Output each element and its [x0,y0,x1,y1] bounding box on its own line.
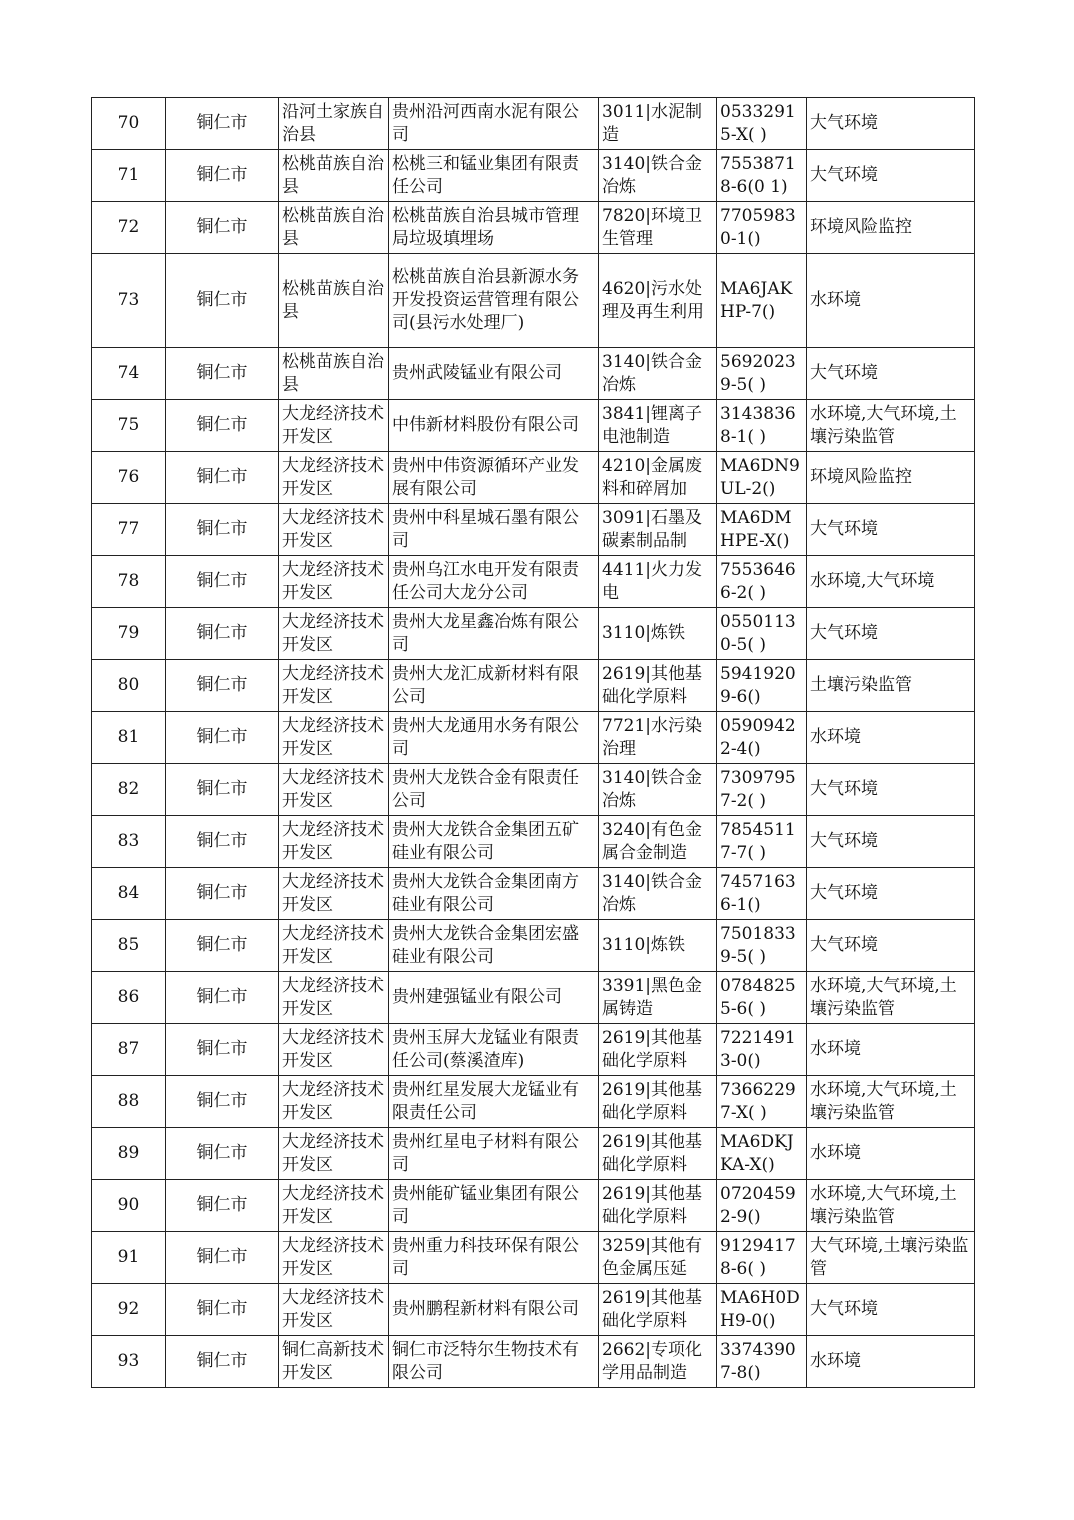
company-name-cell: 贵州鹏程新材料有限公司 [389,1284,599,1336]
monitoring-type-cell: 大气环境,土壤污染监管 [807,1232,975,1284]
monitoring-type-cell: 环境风险监控 [807,202,975,254]
industry-code-cell: 3091|石墨及碳素制品制 [599,504,717,556]
city-cell: 铜仁市 [166,972,279,1024]
city-cell: 铜仁市 [166,764,279,816]
org-code-cell: MA6DMHPE-X() [717,504,807,556]
row-number-cell: 74 [92,348,166,400]
city-cell: 铜仁市 [166,150,279,202]
city-cell: 铜仁市 [166,202,279,254]
county-cell: 大龙经济技术开发区 [279,972,389,1024]
table-row [92,1336,975,1388]
company-name-cell: 贵州大龙汇成新材料有限公司 [389,660,599,712]
company-name-cell: 贵州建强锰业有限公司 [389,972,599,1024]
row-number-cell: 83 [92,816,166,868]
enterprise-table [91,97,975,1388]
city-cell: 铜仁市 [166,254,279,348]
monitoring-type-cell: 水环境 [807,254,975,348]
industry-code-cell: 7820|环境卫生管理 [599,202,717,254]
city-cell: 铜仁市 [166,608,279,660]
org-code-cell: 91294178-6( ) [717,1232,807,1284]
industry-code-cell: 3140|铁合金冶炼 [599,868,717,920]
monitoring-type-cell: 大气环境 [807,150,975,202]
table-row [92,348,975,400]
monitoring-type-cell: 大气环境 [807,348,975,400]
org-code-cell: 05501130-5( ) [717,608,807,660]
county-cell: 松桃苗族自治县 [279,254,389,348]
industry-code-cell: 3140|铁合金冶炼 [599,150,717,202]
company-name-cell: 铜仁市泛特尔生物技术有限公司 [389,1336,599,1388]
row-number-cell: 78 [92,556,166,608]
industry-code-cell: 4620|污水处理及再生利用 [599,254,717,348]
org-code-cell: 72214913-0() [717,1024,807,1076]
org-code-cell: 07848255-6( ) [717,972,807,1024]
city-cell: 铜仁市 [166,1128,279,1180]
table-row [92,556,975,608]
table-row [92,920,975,972]
monitoring-type-cell: 水环境 [807,712,975,764]
row-number-cell: 77 [92,504,166,556]
industry-code-cell: 2619|其他基础化学原料 [599,660,717,712]
table-row [92,764,975,816]
industry-code-cell: 2619|其他基础化学原料 [599,1076,717,1128]
table-row [92,1232,975,1284]
org-code-cell: 77059830-1() [717,202,807,254]
company-name-cell: 贵州能矿锰业集团有限公司 [389,1180,599,1232]
company-name-cell: 贵州重力科技环保有限公司 [389,1232,599,1284]
industry-code-cell: 3841|锂离子电池制造 [599,400,717,452]
city-cell: 铜仁市 [166,452,279,504]
org-code-cell: 74571636-1() [717,868,807,920]
org-code-cell: 59419209-6() [717,660,807,712]
city-cell: 铜仁市 [166,400,279,452]
company-name-cell: 贵州中科星城石墨有限公司 [389,504,599,556]
table-row [92,660,975,712]
table-row [92,608,975,660]
company-name-cell: 贵州大龙铁合金集团宏盛硅业有限公司 [389,920,599,972]
city-cell: 铜仁市 [166,920,279,972]
row-number-cell: 79 [92,608,166,660]
org-code-cell: 05332915-X( ) [717,98,807,150]
org-code-cell: 07204592-9() [717,1180,807,1232]
county-cell: 铜仁高新技术开发区 [279,1336,389,1388]
county-cell: 大龙经济技术开发区 [279,764,389,816]
company-name-cell: 贵州大龙铁合金集团五矿硅业有限公司 [389,816,599,868]
city-cell: 铜仁市 [166,712,279,764]
table-row [92,712,975,764]
county-cell: 大龙经济技术开发区 [279,1180,389,1232]
row-number-cell: 92 [92,1284,166,1336]
company-name-cell: 松桃三和锰业集团有限责任公司 [389,150,599,202]
industry-code-cell: 3011|水泥制造 [599,98,717,150]
monitoring-type-cell: 水环境 [807,1024,975,1076]
company-name-cell: 贵州大龙通用水务有限公司 [389,712,599,764]
org-code-cell: 75018339-5( ) [717,920,807,972]
table-row [92,98,975,150]
monitoring-type-cell: 大气环境 [807,868,975,920]
table-row [92,452,975,504]
table-row [92,1128,975,1180]
row-number-cell: 93 [92,1336,166,1388]
monitoring-type-cell: 大气环境 [807,1284,975,1336]
county-cell: 大龙经济技术开发区 [279,1232,389,1284]
org-code-cell: MA6H0DH9-0() [717,1284,807,1336]
org-code-cell: 56920239-5( ) [717,348,807,400]
monitoring-type-cell: 大气环境 [807,98,975,150]
row-number-cell: 75 [92,400,166,452]
city-cell: 铜仁市 [166,1336,279,1388]
city-cell: 铜仁市 [166,868,279,920]
org-code-cell: MA6JAKHP-7() [717,254,807,348]
city-cell: 铜仁市 [166,1076,279,1128]
city-cell: 铜仁市 [166,816,279,868]
table-row [92,400,975,452]
org-code-cell: 75538718-6(0 1) [717,150,807,202]
row-number-cell: 85 [92,920,166,972]
industry-code-cell: 2619|其他基础化学原料 [599,1284,717,1336]
company-name-cell: 松桃苗族自治县新源水务开发投资运营管理有限公司(县污水处理厂) [389,254,599,348]
row-number-cell: 88 [92,1076,166,1128]
city-cell: 铜仁市 [166,1232,279,1284]
industry-code-cell: 3110|炼铁 [599,608,717,660]
county-cell: 大龙经济技术开发区 [279,1128,389,1180]
city-cell: 铜仁市 [166,1024,279,1076]
row-number-cell: 90 [92,1180,166,1232]
table-row [92,1284,975,1336]
company-name-cell: 贵州武陵锰业有限公司 [389,348,599,400]
row-number-cell: 73 [92,254,166,348]
monitoring-type-cell: 水环境,大气环境 [807,556,975,608]
industry-code-cell: 2619|其他基础化学原料 [599,1180,717,1232]
row-number-cell: 89 [92,1128,166,1180]
county-cell: 大龙经济技术开发区 [279,868,389,920]
city-cell: 铜仁市 [166,98,279,150]
org-code-cell: 33743907-8() [717,1336,807,1388]
county-cell: 大龙经济技术开发区 [279,660,389,712]
industry-code-cell: 3391|黑色金属铸造 [599,972,717,1024]
county-cell: 大龙经济技术开发区 [279,712,389,764]
industry-code-cell: 7721|水污染治理 [599,712,717,764]
industry-code-cell: 4411|火力发电 [599,556,717,608]
city-cell: 铜仁市 [166,556,279,608]
org-code-cell: MA6DN9UL-2() [717,452,807,504]
table-row [92,1024,975,1076]
city-cell: 铜仁市 [166,660,279,712]
monitoring-type-cell: 土壤污染监管 [807,660,975,712]
monitoring-type-cell: 大气环境 [807,816,975,868]
county-cell: 大龙经济技术开发区 [279,1284,389,1336]
monitoring-type-cell: 大气环境 [807,764,975,816]
company-name-cell: 贵州大龙铁合金集团南方硅业有限公司 [389,868,599,920]
company-name-cell: 贵州大龙星鑫冶炼有限公司 [389,608,599,660]
company-name-cell: 贵州玉屏大龙锰业有限责任公司(蔡溪渣库) [389,1024,599,1076]
row-number-cell: 82 [92,764,166,816]
row-number-cell: 71 [92,150,166,202]
industry-code-cell: 2662|专项化学用品制造 [599,1336,717,1388]
city-cell: 铜仁市 [166,1284,279,1336]
row-number-cell: 70 [92,98,166,150]
org-code-cell: 73097957-2( ) [717,764,807,816]
org-code-cell: 75536466-2( ) [717,556,807,608]
county-cell: 大龙经济技术开发区 [279,504,389,556]
industry-code-cell: 2619|其他基础化学原料 [599,1024,717,1076]
county-cell: 松桃苗族自治县 [279,202,389,254]
county-cell: 大龙经济技术开发区 [279,556,389,608]
company-name-cell: 中伟新材料股份有限公司 [389,400,599,452]
city-cell: 铜仁市 [166,1180,279,1232]
industry-code-cell: 3259|其他有色金属压延 [599,1232,717,1284]
table-row [92,150,975,202]
org-code-cell: 31438368-1( ) [717,400,807,452]
city-cell: 铜仁市 [166,348,279,400]
county-cell: 大龙经济技术开发区 [279,608,389,660]
table-row [92,972,975,1024]
county-cell: 大龙经济技术开发区 [279,400,389,452]
org-code-cell: 05909422-4() [717,712,807,764]
county-cell: 大龙经济技术开发区 [279,1076,389,1128]
company-name-cell: 松桃苗族自治县城市管理局垃圾填埋场 [389,202,599,254]
county-cell: 大龙经济技术开发区 [279,452,389,504]
industry-code-cell: 3140|铁合金冶炼 [599,764,717,816]
org-code-cell: 78545117-7( ) [717,816,807,868]
monitoring-type-cell: 环境风险监控 [807,452,975,504]
org-code-cell: 73662297-X( ) [717,1076,807,1128]
industry-code-cell: 3240|有色金属合金制造 [599,816,717,868]
industry-code-cell: 3110|炼铁 [599,920,717,972]
monitoring-type-cell: 大气环境 [807,920,975,972]
row-number-cell: 86 [92,972,166,1024]
monitoring-type-cell: 大气环境 [807,608,975,660]
row-number-cell: 72 [92,202,166,254]
company-name-cell: 贵州红星电子材料有限公司 [389,1128,599,1180]
industry-code-cell: 4210|金属废料和碎屑加 [599,452,717,504]
monitoring-type-cell: 水环境 [807,1128,975,1180]
row-number-cell: 91 [92,1232,166,1284]
company-name-cell: 贵州乌江水电开发有限责任公司大龙分公司 [389,556,599,608]
monitoring-type-cell: 水环境,大气环境,土壤污染监管 [807,1076,975,1128]
company-name-cell: 贵州红星发展大龙锰业有限责任公司 [389,1076,599,1128]
company-name-cell: 贵州沿河西南水泥有限公司 [389,98,599,150]
monitoring-type-cell: 水环境 [807,1336,975,1388]
table-row [92,254,975,348]
industry-code-cell: 2619|其他基础化学原料 [599,1128,717,1180]
row-number-cell: 81 [92,712,166,764]
table-row [92,1180,975,1232]
table-body [92,98,975,1388]
monitoring-type-cell: 大气环境 [807,504,975,556]
monitoring-type-cell: 水环境,大气环境,土壤污染监管 [807,400,975,452]
row-number-cell: 87 [92,1024,166,1076]
row-number-cell: 80 [92,660,166,712]
county-cell: 大龙经济技术开发区 [279,816,389,868]
industry-code-cell: 3140|铁合金冶炼 [599,348,717,400]
monitoring-type-cell: 水环境,大气环境,土壤污染监管 [807,972,975,1024]
county-cell: 沿河土家族自治县 [279,98,389,150]
city-cell: 铜仁市 [166,504,279,556]
org-code-cell: MA6DKJKA-X() [717,1128,807,1180]
county-cell: 大龙经济技术开发区 [279,920,389,972]
county-cell: 松桃苗族自治县 [279,348,389,400]
table-row [92,1076,975,1128]
table-row [92,504,975,556]
row-number-cell: 84 [92,868,166,920]
company-name-cell: 贵州大龙铁合金有限责任公司 [389,764,599,816]
monitoring-type-cell: 水环境,大气环境,土壤污染监管 [807,1180,975,1232]
row-number-cell: 76 [92,452,166,504]
county-cell: 松桃苗族自治县 [279,150,389,202]
table-row [92,868,975,920]
county-cell: 大龙经济技术开发区 [279,1024,389,1076]
table-row [92,202,975,254]
company-name-cell: 贵州中伟资源循环产业发展有限公司 [389,452,599,504]
table-row [92,816,975,868]
